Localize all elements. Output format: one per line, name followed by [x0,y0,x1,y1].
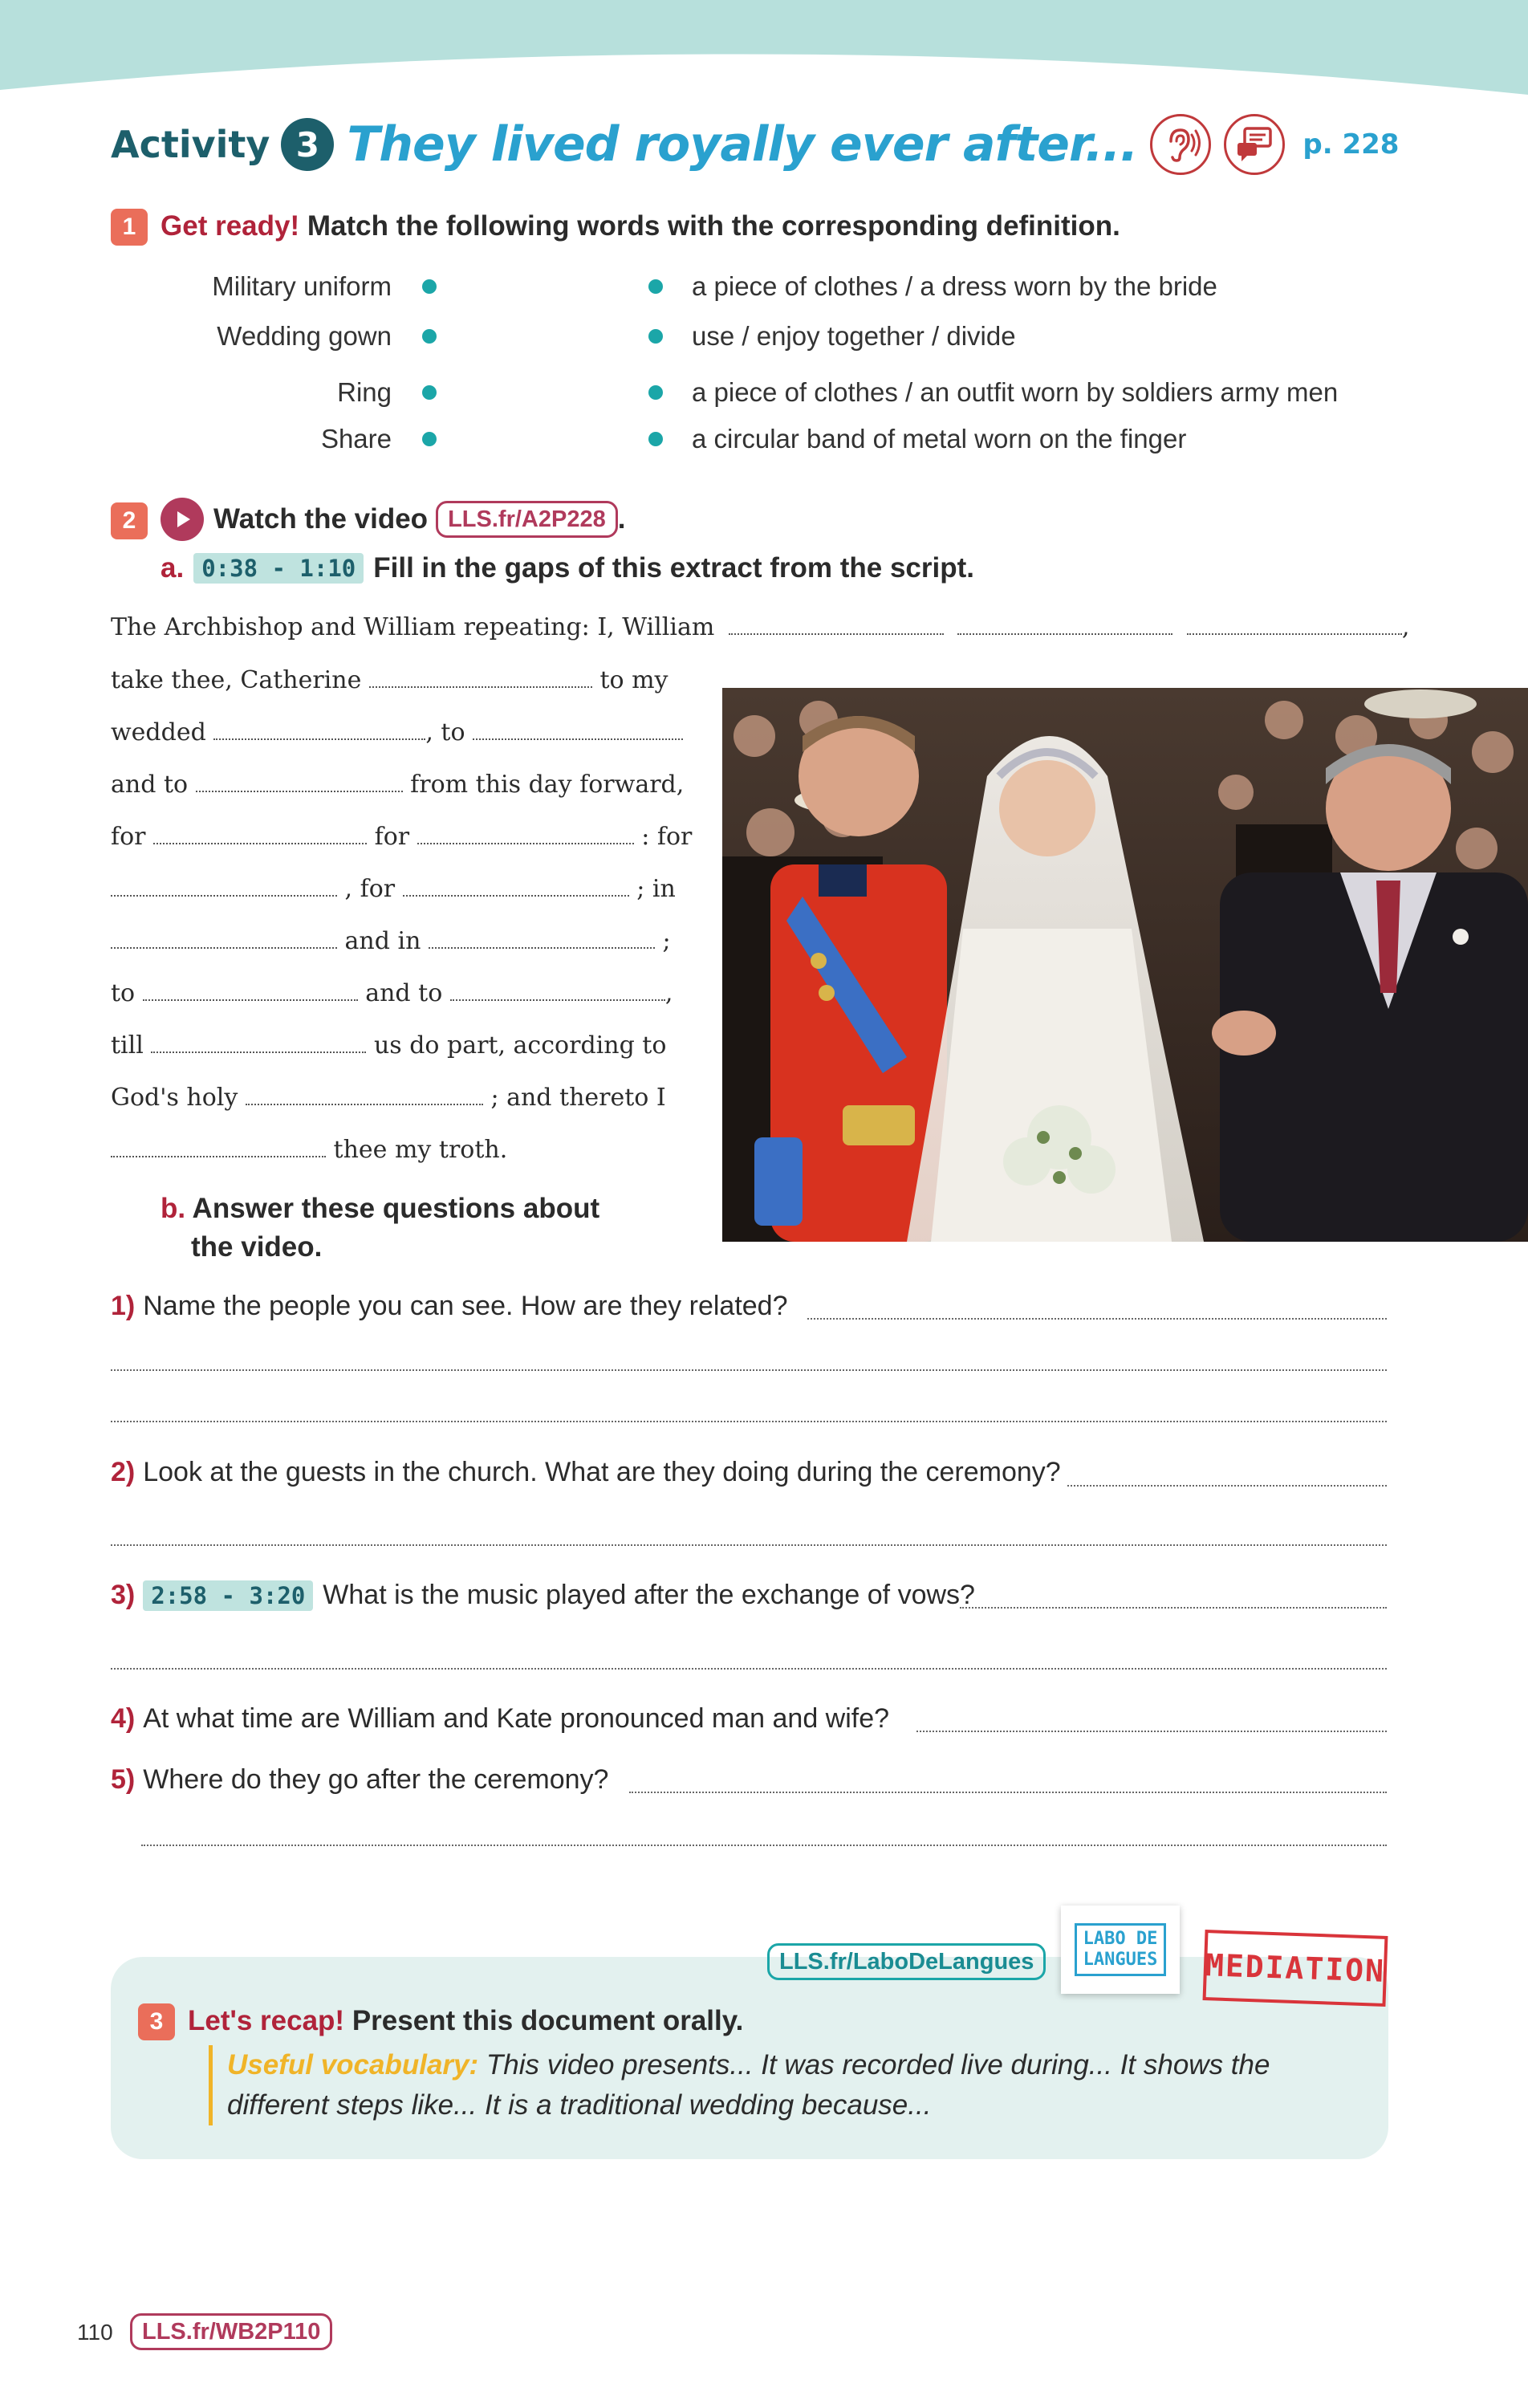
script-line [111,875,676,903]
gap-field[interactable] [450,983,665,1001]
question-number: 2) [111,1457,136,1487]
answer-line[interactable] [111,1421,1387,1422]
answer-line[interactable] [916,1731,1387,1732]
gap-field[interactable] [729,617,944,635]
script-text: ; in [636,875,676,903]
match-right-dot[interactable] [648,279,663,294]
question-number: 3) [111,1580,136,1610]
recap-text: Present this document orally. [352,2005,744,2036]
gap-field[interactable] [957,617,1172,635]
question-5 [111,1764,608,1796]
script-line [111,718,683,746]
question-number: 1) [111,1291,136,1321]
script-line [111,927,671,955]
recap-instruction [188,2005,743,2037]
exercise-1-instruction [161,210,1120,242]
gap-field[interactable] [429,931,655,949]
page-reference: p. 228 [1302,128,1400,161]
script-line [111,1136,507,1164]
gap-field[interactable] [143,983,358,1001]
step-3-badge: 3 [138,2003,175,2040]
script-text: take thee, Catherine [111,666,362,694]
match-word: Military uniform [212,271,392,301]
script-text: wedded [111,718,206,746]
script-text: us do part, according to [373,1031,667,1060]
gap-field[interactable] [111,879,337,897]
answer-line[interactable] [629,1792,1387,1793]
labo-de-langues-logo[interactable] [1061,1906,1180,1994]
answer-line[interactable] [960,1607,1387,1609]
video-link[interactable]: LLS.fr/A2P228 [436,501,618,538]
labo-line-1: LABO DE [1083,1929,1158,1949]
gap-field[interactable] [196,775,403,792]
match-left-dot[interactable] [422,432,437,446]
recap-label: Let's recap! [188,2005,345,2036]
activity-label: Activity [111,123,270,166]
question-text: Where do they go after the ceremony? [143,1764,609,1795]
step-2-badge: 2 [111,502,148,539]
script-text: God's holy [111,1084,238,1112]
speech-bubble-icon[interactable] [1224,114,1285,175]
gap-field[interactable] [213,722,425,740]
script-text: , to [425,718,465,746]
gap-field[interactable] [246,1088,483,1105]
match-word: Share [320,424,392,454]
script-text: to [111,979,136,1007]
match-definition: a circular band of metal worn on the finger [692,424,1187,454]
match-left-dot[interactable] [422,329,437,344]
activity-heading [111,104,1399,185]
vocab-label: Useful vocabulary: [227,2049,479,2081]
question-text: Look at the guests in the church. What are they doing during the ceremony? [143,1457,1061,1487]
question-3 [111,1580,975,1611]
script-text: thee my troth. [333,1136,508,1164]
part-b-text: Answer these questions about [192,1193,600,1224]
script-line [111,666,668,694]
script-line [111,1084,666,1112]
gap-field[interactable] [111,1140,326,1157]
answer-line[interactable] [807,1318,1387,1320]
part-a-text: Fill in the gaps of this extract from the script. [373,552,974,584]
question-number: 5) [111,1764,136,1795]
activity-title: They lived royally ever after... [347,116,1138,173]
listening-ear-icon[interactable] [1150,114,1211,175]
question-2 [111,1457,1061,1488]
answer-line[interactable] [111,1668,1387,1670]
script-line [111,823,692,851]
script-text: and to [111,771,189,799]
part-b-instruction-line2: the video. [191,1231,323,1263]
timecode-badge: 2:58 - 3:20 [143,1580,313,1611]
gap-field[interactable] [417,827,634,844]
match-right-dot[interactable] [648,432,663,446]
period: . [617,503,626,535]
script-text: till [111,1031,144,1060]
match-definition: a piece of clothes / an outfit worn by soldiers army men [692,377,1339,407]
workbook-link[interactable]: LLS.fr/WB2P110 [130,2313,332,2350]
script-text: , [664,979,673,1007]
gap-field[interactable] [403,879,629,897]
script-text: , for [344,875,396,903]
script-line [111,771,684,799]
page-number: 110 [77,2320,113,2345]
vocab-text: This video presents... It was recorded live during... It shows the different steps like... It is a traditional wedding because... [227,2049,1270,2121]
script-text: : for [641,823,693,851]
script-text: and to [365,979,443,1007]
answer-line[interactable] [1067,1485,1387,1487]
match-right-dot[interactable] [648,385,663,400]
question-text: What is the music played after the exchange of vows? [323,1580,975,1610]
gap-field[interactable] [369,670,592,688]
part-a-instruction [161,552,974,584]
question-4 [111,1703,889,1735]
step-1-badge: 1 [111,209,148,246]
answer-line[interactable] [141,1845,1387,1846]
script-text: to my [599,666,668,694]
wedding-photo [722,688,1528,1242]
question-number: 4) [111,1703,136,1734]
question-1 [111,1291,788,1322]
question-text: Name the people you can see. How are they related? [143,1291,788,1321]
question-text: At what time are William and Kate pronounced man and wife? [143,1703,890,1734]
match-word: Wedding gown [217,321,392,351]
play-video-icon[interactable] [161,498,204,541]
match-instruction: Match the following words with the corresponding definition. [307,210,1120,242]
gap-field[interactable] [153,827,367,844]
script-line [111,979,673,1007]
gap-field[interactable] [111,931,337,949]
script-text: from this day forward, [410,771,685,799]
part-a-letter: a. [161,552,185,584]
gap-field[interactable] [151,1035,366,1053]
top-decorative-band [0,0,1528,104]
match-word: Ring [337,377,392,407]
script-text: and in [344,927,421,955]
part-b-letter: b. [161,1193,186,1224]
gap-field[interactable] [1187,617,1402,635]
script-text: The Archbishop and William repeating: I, William [111,613,715,641]
match-right-dot[interactable] [648,329,663,344]
match-left-dot[interactable] [422,385,437,400]
labo-link[interactable]: LLS.fr/LaboDeLangues [767,1943,1046,1980]
useful-vocabulary [209,2045,1348,2125]
answer-line[interactable] [111,1369,1387,1371]
script-line [111,613,1409,641]
activity-number-badge: 3 [281,118,334,171]
labo-line-2: LANGUES [1083,1950,1158,1970]
exercise-2-header [161,498,625,541]
script-text: for [374,823,410,851]
script-text: , [1401,613,1410,641]
answer-line[interactable] [111,1544,1387,1546]
script-text: ; [662,927,671,955]
script-line [111,1031,666,1060]
match-left-dot[interactable] [422,279,437,294]
mediation-stamp: MEDIATION [1203,1930,1388,2007]
match-definition: use / enjoy together / divide [692,321,1016,351]
match-definition: a piece of clothes / a dress worn by the bride [692,271,1217,301]
gap-field[interactable] [473,722,683,740]
script-text: for [111,823,146,851]
script-text: ; and thereto I [490,1084,666,1112]
get-ready-label: Get ready! [161,210,300,242]
timecode-badge: 0:38 - 1:10 [193,553,364,584]
part-b-instruction [161,1193,599,1225]
watch-video-label: Watch the video [213,503,429,535]
